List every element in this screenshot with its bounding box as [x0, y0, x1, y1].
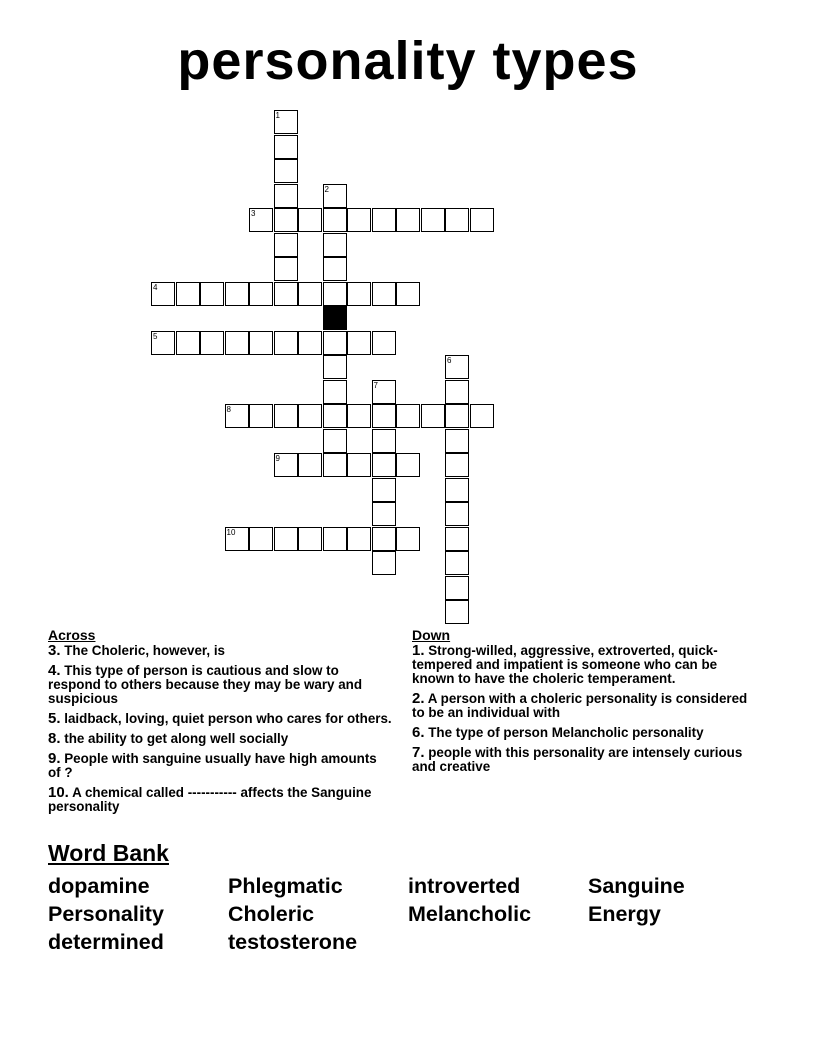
clue-text: laidback, loving, quiet person who cares for others. [64, 711, 392, 726]
grid-cell[interactable] [372, 527, 396, 551]
grid-cell[interactable] [372, 551, 396, 575]
grid-cell[interactable] [372, 478, 396, 502]
grid-cell[interactable] [176, 331, 200, 355]
grid-cell[interactable] [347, 282, 371, 306]
grid-cell[interactable] [372, 380, 396, 404]
word-bank-title: Word Bank [48, 840, 169, 866]
grid-cell[interactable] [445, 527, 469, 551]
clue-text: people with this personality are intensely curious and creative [412, 745, 743, 774]
cell-number: 7 [373, 380, 378, 390]
grid-cell[interactable] [225, 404, 249, 428]
grid-cell[interactable] [396, 453, 420, 477]
grid-cell[interactable] [372, 404, 396, 428]
clue-number: 3. [48, 642, 61, 659]
clue-number: 7. [412, 744, 425, 761]
down-clue [412, 746, 757, 774]
down-clue [412, 726, 757, 740]
grid-cell[interactable] [347, 208, 371, 232]
grid-cell[interactable] [274, 208, 298, 232]
across-heading: Across [48, 627, 96, 643]
grid-cell[interactable] [323, 233, 347, 257]
grid-cell[interactable] [372, 331, 396, 355]
clue-number: 4. [48, 662, 61, 679]
grid-cell[interactable] [323, 184, 347, 208]
word-bank [48, 874, 768, 954]
grid-cell[interactable] [372, 282, 396, 306]
grid-block [323, 306, 347, 330]
grid-cell[interactable] [298, 453, 322, 477]
grid-cell[interactable] [347, 527, 371, 551]
word-bank-word: introverted [408, 874, 521, 898]
grid-cell[interactable] [249, 527, 273, 551]
clue-text: the ability to get along well socially [64, 731, 289, 746]
grid-cell[interactable] [274, 257, 298, 281]
grid-cell[interactable] [470, 404, 494, 428]
grid-cell[interactable] [176, 282, 200, 306]
grid-cell[interactable] [323, 257, 347, 281]
grid-cell[interactable] [274, 453, 298, 477]
cell-number: 3 [251, 209, 256, 218]
cell-number: 10 [226, 527, 236, 537]
word-bank-word: Personality [48, 902, 164, 926]
grid-cell[interactable] [323, 282, 347, 306]
across-clue [48, 732, 393, 746]
across-clue [48, 664, 393, 706]
cell-number: 4 [153, 282, 158, 292]
grid-cell[interactable] [298, 208, 322, 232]
grid-cell[interactable] [323, 331, 347, 355]
clue-number: 1. [412, 642, 425, 659]
across-clue [48, 752, 393, 780]
grid-cell[interactable] [323, 404, 347, 428]
grid-cell[interactable] [274, 110, 298, 134]
clue-text: The Choleric, however, is [64, 643, 225, 658]
across-clue [48, 712, 393, 726]
grid-cell[interactable] [421, 404, 445, 428]
grid-cell[interactable] [445, 355, 469, 379]
across-clues [48, 628, 393, 820]
grid-cell[interactable] [323, 208, 347, 232]
across-clue [48, 644, 393, 658]
grid-cell[interactable] [445, 576, 469, 600]
grid-cell[interactable] [396, 282, 420, 306]
cell-number: 5 [153, 331, 158, 341]
grid-cell[interactable] [274, 331, 298, 355]
grid-cell[interactable] [396, 404, 420, 428]
grid-cell[interactable] [421, 208, 445, 232]
word-bank-word: dopamine [48, 874, 150, 898]
grid-cell[interactable] [445, 404, 469, 428]
grid-cell[interactable] [396, 527, 420, 551]
down-heading: Down [412, 627, 451, 643]
grid-cell[interactable] [445, 208, 469, 232]
cell-number: 6 [447, 356, 452, 365]
word-bank-word: testosterone [228, 930, 358, 954]
cell-number: 8 [226, 405, 231, 414]
grid-cell[interactable] [445, 502, 469, 526]
clue-number: 6. [412, 724, 425, 741]
grid-cell[interactable] [445, 478, 469, 502]
down-clue [412, 644, 757, 686]
grid-cell[interactable] [372, 453, 396, 477]
grid-cell[interactable] [200, 282, 224, 306]
cell-number: 1 [275, 111, 280, 120]
grid-cell[interactable] [347, 453, 371, 477]
grid-cell[interactable] [249, 208, 273, 232]
puzzle-title: personality types [177, 31, 639, 91]
grid-cell[interactable] [274, 184, 298, 208]
grid-cell[interactable] [274, 159, 298, 183]
grid-cell[interactable] [298, 527, 322, 551]
clue-text: The type of person Melancholic personality [428, 725, 704, 740]
grid-cell[interactable] [225, 527, 249, 551]
down-clues [412, 628, 757, 780]
grid-cell[interactable] [225, 282, 249, 306]
word-bank-word: Phlegmatic [228, 874, 343, 898]
grid-cell[interactable] [200, 331, 224, 355]
grid-cell[interactable] [347, 331, 371, 355]
grid-cell[interactable] [151, 282, 175, 306]
grid-cell[interactable] [372, 429, 396, 453]
grid-cell[interactable] [445, 600, 469, 624]
word-bank-word: Sanguine [588, 874, 685, 898]
word-bank-word: Energy [588, 902, 661, 926]
grid-cell[interactable] [372, 208, 396, 232]
clue-text: A chemical called ----------- affects the Sanguine personality [48, 785, 372, 814]
grid-cell[interactable] [445, 429, 469, 453]
grid-cell[interactable] [249, 404, 273, 428]
word-bank-word: Choleric [228, 902, 315, 926]
clue-text: This type of person is cautious and slow to respond to others because they may be wary and suspicious [48, 663, 363, 706]
clue-text: A person with a choleric personality is considered to be an individual with [412, 691, 748, 720]
grid-cell[interactable] [372, 502, 396, 526]
grid-cell[interactable] [298, 282, 322, 306]
clue-number: 10. [48, 784, 69, 801]
grid-cell[interactable] [445, 453, 469, 477]
clue-number: 9. [48, 750, 61, 767]
grid-cell[interactable] [274, 404, 298, 428]
grid-cell[interactable] [396, 208, 420, 232]
grid-cell[interactable] [274, 233, 298, 257]
clue-number: 8. [48, 730, 61, 747]
cell-number: 9 [275, 454, 280, 463]
clue-text: People with sanguine usually have high amounts of ? [48, 751, 377, 780]
grid-cell[interactable] [445, 380, 469, 404]
grid-cell[interactable] [470, 208, 494, 232]
down-clue [412, 692, 757, 720]
grid-cell[interactable] [323, 355, 347, 379]
grid-cell[interactable] [249, 282, 273, 306]
grid-cell[interactable] [249, 331, 273, 355]
grid-cell[interactable] [151, 331, 175, 355]
clue-text: Strong-willed, aggressive, extroverted, quick-tempered and impatient is someone who can be known to have the choleric temperament. [412, 643, 718, 686]
word-bank-word: Melancholic [408, 902, 532, 926]
grid-cell[interactable] [298, 404, 322, 428]
grid-cell[interactable] [323, 527, 347, 551]
word-bank-word: determined [48, 930, 164, 954]
cell-number: 2 [324, 184, 329, 194]
grid-cell[interactable] [323, 429, 347, 453]
clue-number: 5. [48, 710, 61, 727]
across-clue [48, 786, 393, 814]
grid-cell[interactable] [323, 380, 347, 404]
grid-cell[interactable] [225, 331, 249, 355]
clue-number: 2. [412, 690, 425, 707]
grid-cell[interactable] [445, 551, 469, 575]
grid-cell[interactable] [347, 404, 371, 428]
grid-cell[interactable] [274, 282, 298, 306]
grid-cell[interactable] [323, 453, 347, 477]
grid-cell[interactable] [274, 135, 298, 159]
grid-cell[interactable] [298, 331, 322, 355]
grid-cell[interactable] [274, 527, 298, 551]
